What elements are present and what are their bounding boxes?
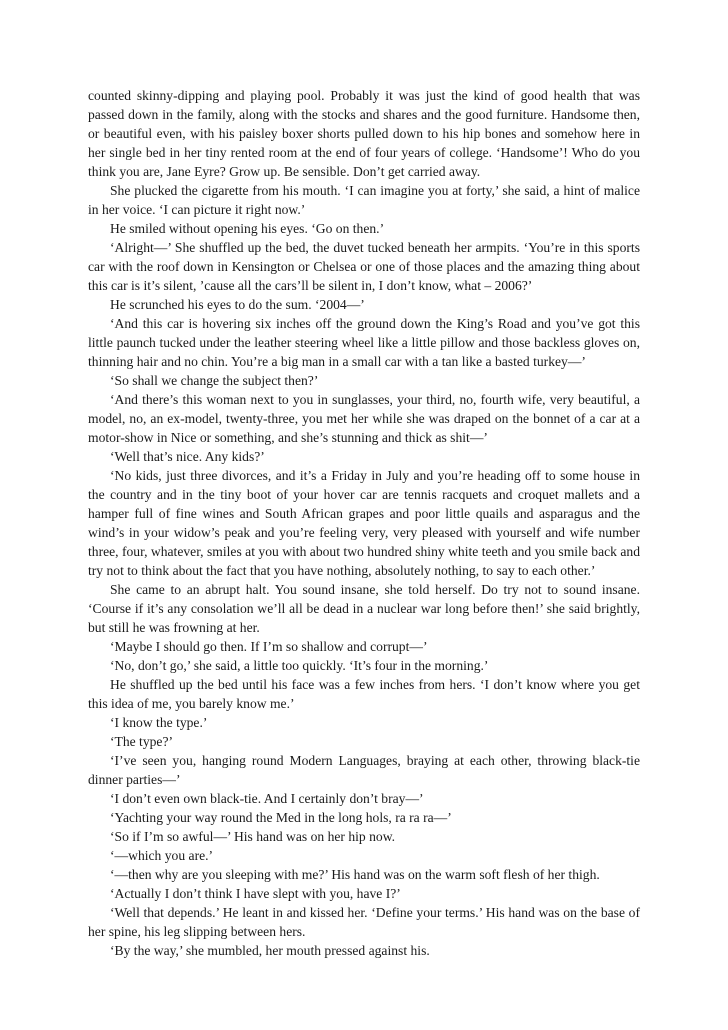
paragraph: ‘No kids, just three divorces, and it’s a Friday in July and you’re heading off to some house in the country and in the tiny boot of your hover car are tennis racquets and croquet mallets and a hamper full of fine wines and South African grapes and poor little quails and asparagus and the wind’s in your widow’s peak and you’re feeling very, very pleased with yourself and wife number three, four, whatever, smiles at you with about two hundred shiny white teeth and you smile back and try not to think about the fact that you have nothing, absolutely nothing, to say to each other.’ [88,468,640,578]
paragraph: He smiled without opening his eyes. ‘Go on then.’ [110,221,385,236]
book-page-text [88,86,640,960]
paragraph: ‘—then why are you sleeping with me?’ His hand was on the warm soft flesh of her thigh. [110,867,600,882]
paragraph: ‘—which you are.’ [110,848,214,863]
paragraph: He scrunched his eyes to do the sum. ‘2004—’ [110,297,365,312]
paragraph: ‘By the way,’ she mumbled, her mouth pressed against his. [110,943,430,958]
paragraph: ‘I’ve seen you, hanging round Modern Languages, braying at each other, throwing black-tie dinner parties—’ [88,753,640,787]
paragraph: ‘I know the type.’ [110,715,208,730]
paragraph: ‘I don’t even own black-tie. And I certainly don’t bray—’ [110,791,424,806]
paragraph: She came to an abrupt halt. You sound insane, she told herself. Do try not to sound insane. ‘Course if it’s any consolation we’ll all be dead in a nuclear war long before then!’ she said brightly, but still he was frowning at her. [88,582,640,635]
paragraph: He shuffled up the bed until his face was a few inches from hers. ‘I don’t know where you get this idea of me, you barely know me.’ [88,677,640,711]
paragraph: ‘Actually I don’t think I have slept with you, have I?’ [110,886,401,901]
paragraph: ‘The type?’ [110,734,174,749]
paragraph: ‘And this car is hovering six inches off the ground down the King’s Road and you’ve got this little paunch tucked under the leather steering wheel like a little pillow and those backless gloves on, thinning hair and no chin. You’re a big man in a small car with a tan like a basted turkey—’ [88,316,640,369]
paragraph: ‘So if I’m so awful—’ His hand was on her hip now. [110,829,396,844]
paragraph: She plucked the cigarette from his mouth. ‘I can imagine you at forty,’ she said, a hint of malice in her voice. ‘I can picture it right now.’ [88,183,640,217]
paragraph: ‘And there’s this woman next to you in sunglasses, your third, no, fourth wife, very beautiful, a model, no, an ex-model, twenty-three, you met her while she was draped on the bonnet of a car at a motor-show in Nice or something, and she’s stunning and thick as shit—’ [88,392,640,445]
paragraph: ‘Yachting your way round the Med in the long hols, ra ra ra—’ [110,810,452,825]
paragraph: counted skinny-dipping and playing pool. Probably it was just the kind of good health that was passed down in the family, along with the stocks and shares and the good furniture. Handsome then, or beautiful even, with his paisley boxer shorts pulled down to his hip bones and somehow here in her single bed in her tiny rented room at the end of four years of college. ‘Handsome’! Who do you think you are, Jane Eyre? Grow up. Be sensible. Don’t get carried away. [88,88,640,179]
paragraph: ‘Well that depends.’ He leant in and kissed her. ‘Define your terms.’ His hand was on the base of her spine, his leg slipping between hers. [88,905,640,939]
paragraph: ‘No, don’t go,’ she said, a little too quickly. ‘It’s four in the morning.’ [110,658,489,673]
paragraph: ‘Alright—’ She shuffled up the bed, the duvet tucked beneath her armpits. ‘You’re in this sports car with the roof down in Kensington or Chelsea or one of those places and the amazing thing about this car is it’s silent, ’cause all the cars’ll be silent in, I don’t know, what – 2006?’ [88,240,640,293]
paragraph: ‘Maybe I should go then. If I’m so shallow and corrupt—’ [110,639,428,654]
paragraph: ‘Well that’s nice. Any kids?’ [110,449,265,464]
paragraph: ‘So shall we change the subject then?’ [110,373,319,388]
